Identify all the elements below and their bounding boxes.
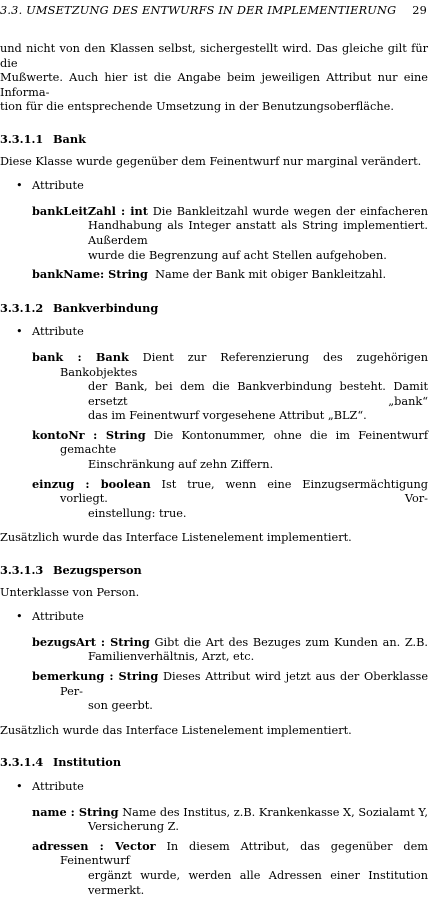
section-number: 3.3.1.4 (0, 755, 44, 770)
attribute-text: Die Kontonummer, ohne die im Feinentwurf gemachte (60, 428, 429, 457)
section-bank (0, 132, 428, 283)
attribute-text: Dient zur Referenzierung des zugehörigen Bankobjektes (60, 350, 428, 379)
attribute-term: bankName: String (32, 267, 148, 282)
section-outro: Zusätzlich wurde das Interface Listenelement implementiert. (0, 531, 352, 545)
bullet-label: Attribute (32, 179, 84, 193)
attribute-item (32, 267, 428, 283)
attribute-text: son geerbt. (88, 699, 153, 713)
attribute-text: In diesem Attribut, das gegenüber dem Feinentwurf (60, 839, 428, 868)
section-heading (0, 755, 428, 770)
attribute-item (32, 350, 428, 424)
attribute-text: Gibt die Art des Bezuges zum Kunden an. Z.B. (154, 635, 428, 649)
page-number: 29 (412, 4, 427, 17)
bullet-label: Attribute (32, 610, 84, 624)
section-bezugsperson (0, 563, 428, 738)
attribute-text: Versicherung Z. (88, 820, 179, 834)
attribute-text: Familienverhältnis, Arzt, etc. (88, 650, 255, 664)
section-heading (0, 301, 428, 316)
intro-paragraph (0, 42, 428, 115)
running-header (0, 4, 431, 20)
attribute-list (0, 204, 428, 283)
attribute-text: der Bank, bei dem die Bankverbindung besteht. Damit ersetzt „bank“ (88, 380, 428, 408)
attribute-item (32, 477, 428, 522)
section-title: Bezugsperson (53, 563, 142, 578)
section-outro: Zusätzlich wurde das Interface Listenelement implementiert. (0, 723, 352, 737)
attribute-term: name : String (32, 804, 119, 819)
attribute-text: Name des Institus, z.B. Krankenkasse X, Sozialamt Y, (122, 805, 428, 819)
bullet-item (0, 179, 428, 194)
text-line: Mußwerte. Auch hier ist die Angabe beim jeweiligen Attribut nur eine Informa- (0, 71, 428, 99)
attribute-term: adressen : Vector (32, 838, 156, 853)
bullet-label: Attribute (32, 779, 84, 793)
section-number: 3.3.1.1 (0, 131, 44, 146)
section-number: 3.3.1.2 (0, 300, 44, 315)
attribute-text: Handhabung als Integer anstatt als String implementiert. Außerdem (88, 219, 428, 247)
section-title: Bank (53, 131, 86, 146)
text-line: und nicht von den Klassen selbst, sichergestellt wird. Das gleiche gilt für die (0, 42, 428, 70)
attribute-term: bank : Bank (32, 349, 129, 364)
attribute-term: bankLeitZahl : int (32, 203, 148, 218)
attribute-text: das im Feinentwurf vorgesehene Attribut „BLZ“. (88, 409, 367, 423)
attribute-item (32, 669, 428, 714)
attribute-item (32, 428, 428, 473)
attribute-item (32, 635, 428, 665)
attribute-item (32, 839, 428, 898)
page-body (0, 42, 428, 898)
section-title: Institution (53, 755, 122, 770)
section-intro: Unterklasse von Person. (0, 585, 140, 599)
section-institution (0, 755, 428, 898)
text-line: tion für die entsprechende Umsetzung in der Benutzungsoberfläche. (0, 100, 394, 114)
attribute-item (32, 805, 428, 835)
attribute-text: Ist true, wenn eine Einzugsermächtigung vorliegt. Vor- (60, 477, 428, 506)
attribute-text: Die Bankleitzahl wurde wegen der einfacheren (152, 204, 429, 218)
attribute-list (0, 350, 428, 522)
section-heading (0, 563, 428, 578)
section-bankverbindung (0, 301, 428, 546)
attribute-text: wurde die Begrenzung auf acht Stellen aufgehoben. (88, 248, 387, 262)
attribute-text: Dieses Attribut wird jetzt aus der Oberklasse Per- (60, 670, 428, 698)
attribute-item (32, 204, 428, 263)
section-title: Bankverbindung (53, 300, 159, 315)
bullet-label: Attribute (32, 325, 84, 339)
attribute-list (0, 635, 428, 714)
attribute-term: kontoNr : String (32, 427, 146, 442)
attribute-list (0, 805, 428, 898)
bullet-item (0, 780, 428, 795)
attribute-text: einstellung: true. (88, 506, 187, 520)
attribute-text: ergänzt wurde, werden alle Adressen einer Institution vermerkt. (88, 868, 428, 897)
bullet-item (0, 325, 428, 340)
attribute-term: bezugsArt : String (32, 634, 150, 649)
section-intro: Diese Klasse wurde gegenüber dem Feinentwurf nur marginal verändert. (0, 154, 422, 168)
attribute-text: Einschränkung auf zehn Ziffern. (88, 458, 274, 472)
section-number: 3.3.1.3 (0, 563, 44, 578)
attribute-term: bemerkung : String (32, 669, 159, 683)
section-heading (0, 132, 428, 147)
bullet-item (0, 610, 428, 625)
attribute-term: einzug : boolean (32, 476, 151, 491)
running-title: 3.3. UMSETZUNG DES ENTWURFS IN DER IMPLEMENTIERUNG (0, 4, 397, 17)
attribute-text: Name der Bank mit obiger Bankleitzahl. (155, 268, 387, 282)
